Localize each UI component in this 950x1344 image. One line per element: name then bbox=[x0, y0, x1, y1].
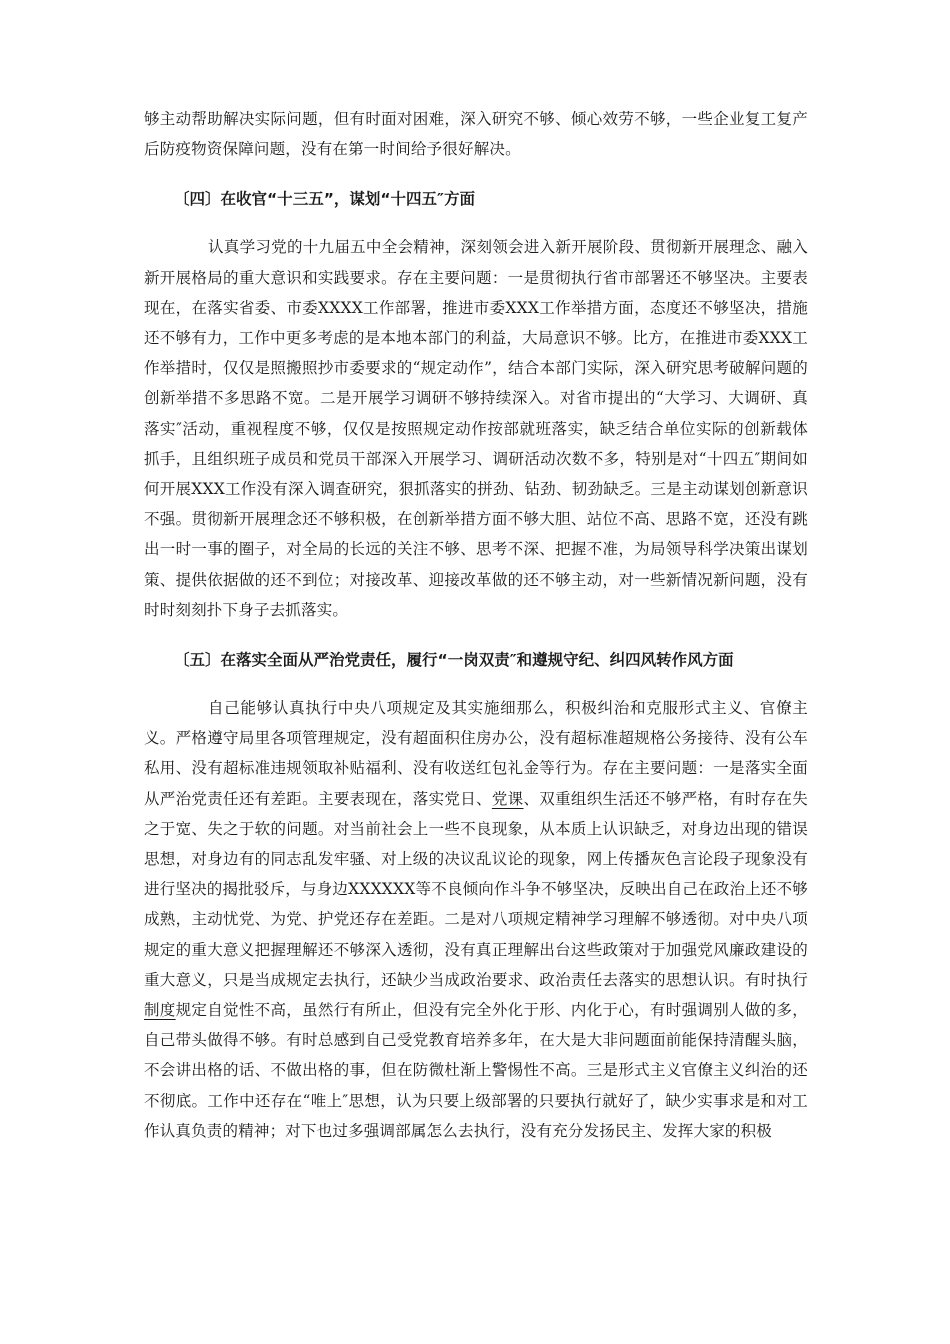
section-5-text-3: 规定自觉性不高，虽然行有所止，但没有完全外化于形、内化于心，有时强调别人做的多，自己带头做得不够。有时总感到自己受党教育培养多年，在大是大非问题面前能保持清醒头脑，不会讲出格的话、不做出格的事，但在防微杜渐上警惕性不高。三是形式主义官僚主义纠治的还不彻底。工作中还存在“唯上″思想，认为只要上级部署的只要执行就好了，缺少实事求是和对工作认真负责的精神；对下也过多强调部属怎么去执行，没有充分发扬民主、发挥大家的积极 bbox=[144, 1001, 808, 1140]
section-5-heading: 〔五〕在落实全面从严治党责任，履行“一岗双责″和遵规守纪、纠四风转作风方面 bbox=[174, 651, 734, 670]
document-page bbox=[144, 104, 808, 1146]
spacer bbox=[144, 214, 808, 232]
section-5-text-2: 、双重组织生活还不够严格，有时存在失之于宽、失之于软的问题。对当前社会上一些不良现象，从本质上认识缺乏，对身边出现的错误思想，对身边有的同志乱发牢骚、对上级的决议乱议论的现象，网上传播灰色言论段子现象没有进行坚决的揭批驳斥，与身边XXXXXX等不良倾向作斗争不够坚决，反映出自己在政治上还不够成熟，主动忧党、为党、护党还存在差距。二是对八项规定精神学习理解不够透彻。对中央八项规定的重大意义把握理解还不够深入透彻，没有真正理解出台这些政策对于加强党风廉政建设的重大意义，只是当成规定去执行，还缺少当成政治要求、政治责任去落实的思想认识。有时执行 bbox=[144, 789, 809, 989]
underlined-term-zhidu: 制度 bbox=[144, 1001, 176, 1020]
intro-paragraph: 够主动帮助解决实际问题，但有时面对困难，深入研究不够、倾心效劳不够，一些企业复工复产后防疫物资保障问题，没有在第一时间给予很好解决。 bbox=[144, 110, 808, 159]
spacer bbox=[144, 164, 808, 184]
section-5-body bbox=[144, 693, 808, 1146]
spacer bbox=[144, 675, 808, 693]
section-4-heading: 〔四〕在收官“十三五”，谋划“十四五″方面 bbox=[174, 190, 475, 209]
section-4-body: 认真学习党的十九届五中全会精神，深刻领会进入新开展阶段、贯彻新开展理念、融入新开展格局的重大意识和实践要求。存在主要问题：一是贯彻执行省市部署还不够坚决。主要表现在，在落实省委、市委XXXX工作部署，推进市委XXX工作举措方面，态度还不够坚决，措施还不够有力，工作中更多考虑的是本地本部门的利益，大局意识不够。比方，在推进市委XXX工作举措时，仅仅是照搬照抄市委要求的“规定动作”，结合本部门实际，深入研究思考破解问题的创新举措不多思路不宽。二是开展学习调研不够持续深入。对省市提出的“大学习、大调研、真落实″活动，重视程度不够，仅仅是按照规定动作按部就班落实，缺乏结合单位实际的创新载体抓手，且组织班子成员和党员干部深入开展学习、调研活动次数不多，特别是对“十四五″期间如何开展XXX工作没有深入调查研究，狠抓落实的拼劲、钻劲、韧劲缺乏。三是主动谋划创新意识不强。贯彻新开展理念还不够积极，在创新举措方面不够大胆、站位不高、思路不宽，还没有跳出一时一事的圈子，对全局的长远的关注不够、思考不深、把握不准，为局领导科学决策出谋划策、提供依据做的还不到位；对接改革、迎接改革做的还不够主动，对一些新情况新问题，没有时时刻刻扑下身子去抓落实。 bbox=[144, 238, 808, 619]
spacer bbox=[144, 625, 808, 645]
section-5-text-1: 自己能够认真执行中央八项规定及其实施细那么，积极纠治和克服形式主义、官僚主义。严格遵守局里各项管理规定，没有超面积住房办公，没有超标准超规格公务接待、没有公车私用、没有超标准违规领取补贴福利、没有收送红包礼金等行为。存在主要问题：一是落实全面从严治党责任还有差距。主要表现在，落实党日、 bbox=[144, 699, 808, 808]
underlined-term-dangke: 党课 bbox=[491, 789, 524, 808]
